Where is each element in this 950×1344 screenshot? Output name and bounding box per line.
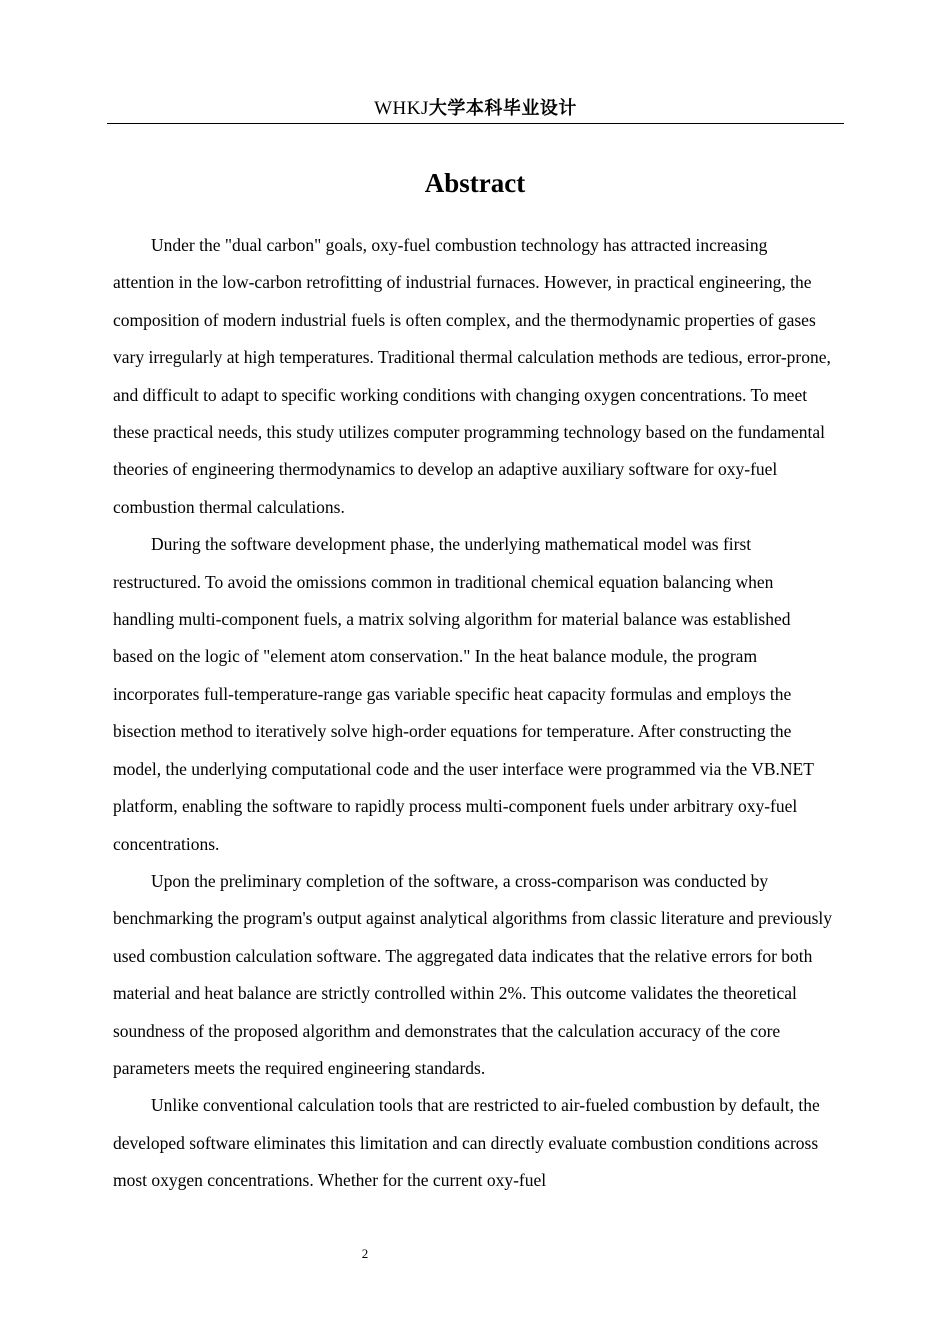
paragraph: Under the "dual carbon" goals, oxy-fuel combustion technology has attracted increasing attention in the low-carbon retrofitting of industrial furnaces. However, in practical engineering, the composition of modern industrial fuels is often complex, and the thermodynamic properties of gases vary irregularly at high temperatures. Traditional thermal calculation methods are tedious, error-prone, and difficult to adapt to specific working conditions with changing oxygen concentrations. To meet these practical needs, this study utilizes computer programming technology based on the fundamental theories of engineering thermodynamics to develop an adaptive auxiliary software for oxy-fuel combustion thermal calculations. [113,235,831,517]
header-prefix: WHKJ [374,98,429,119]
paragraph: Upon the preliminary completion of the software, a cross-comparison was conducted by benchmarking the program's output against analytical algorithms from classic literature and previously used combustion calculation software. The aggregated data indicates that the relative errors for both material and heat balance are strictly controlled within 2%. This outcome validates the theoretical soundness of the proposed algorithm and demonstrates that the calculation accuracy of the core parameters meets the required engineering standards. [113,870,832,1078]
paragraph: Unlike conventional calculation tools that are restricted to air-fueled combustion by default, the developed software eliminates this limitation and can directly evaluate combustion conditions across most oxygen concentrations. Whether for the current oxy-fuel [113,1095,820,1191]
paragraph: During the software development phase, the underlying mathematical model was first restructured. To avoid the omissions common in traditional chemical equation balancing when handling multi-component fuels, a matrix solving algorithm for material balance was established based on the logic of "element atom conservation." In the heat balance module, the program incorporates full-temperature-range gas variable specific heat capacity formulas and employs the bisection method to iteratively solve high-order equations for temperature. After constructing the model, the underlying computational code and the user interface were programmed via the VB.NET platform, enabling the software to rapidly process multi-component fuels under arbitrary oxy-fuel concentrations. [113,534,814,854]
page-number: 2 [361,1246,369,1261]
abstract-body [113,227,832,1200]
header-title: 大学本科毕业设计 [428,98,577,119]
page-header [107,96,844,124]
abstract-title: Abstract [424,168,526,198]
